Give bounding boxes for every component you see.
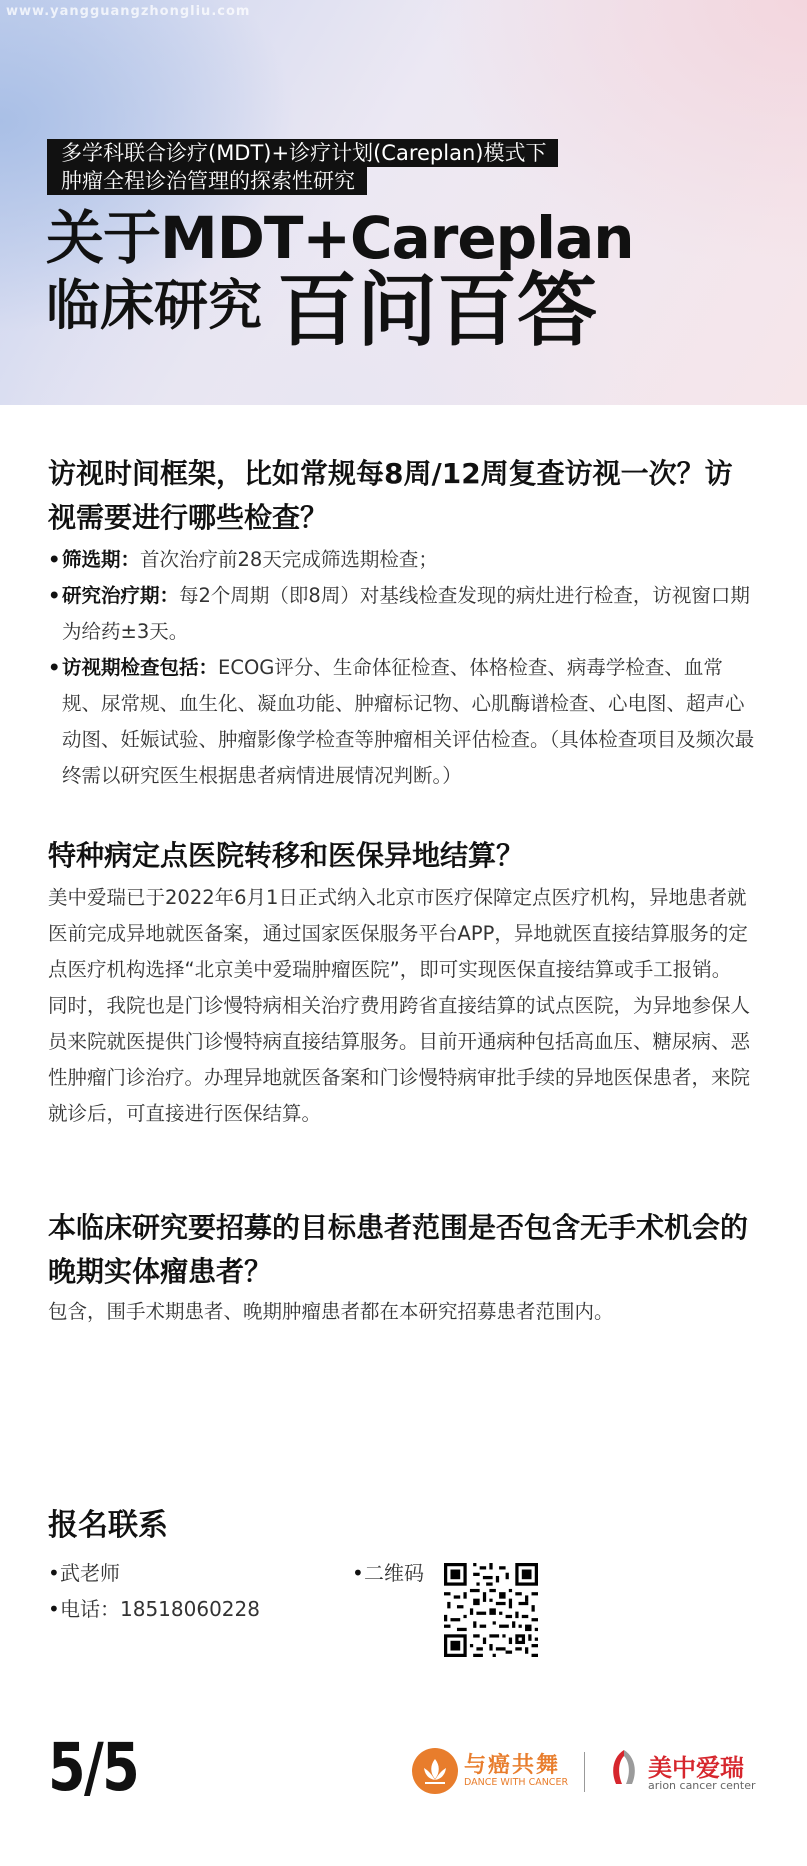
section-target-patients: [48, 1206, 760, 1330]
list-item: [48, 578, 760, 650]
arion-logo-icon: [604, 1746, 644, 1790]
answer-paragraph: 包含，围手术期患者、晚期肿瘤患者都在本研究招募患者范围内。: [48, 1300, 614, 1323]
lotus-logo-icon: [412, 1748, 458, 1794]
qr-label: • 二维码: [352, 1558, 424, 1588]
bullet-label: 访视期检查包括：: [62, 656, 219, 679]
page-title-line-2b: 百问百答: [277, 264, 597, 357]
bullet-text: ECOG评分、生命体征检查、体格检查、病毒学检查、血常规、尿常规、血生化、凝血功能、肿瘤标记物、心肌酶谱检查、心电图、超声心动图、妊娠试验、肿瘤影像学检查等肿瘤相关评估检查。（具体检查项目及频次最终需以研究医生根据患者病情进展情况判断。）: [62, 656, 755, 787]
section-visit-schedule: [48, 452, 760, 794]
logo1-subtitle: DANCE WITH CANCER: [464, 1777, 569, 1788]
page-number: 5/5: [48, 1729, 139, 1806]
bullet-text: 首次治疗前28天完成筛选期检查；: [140, 548, 438, 571]
question-heading: 访视时间框架，比如常规每8周/12周复查访视一次？访视需要进行哪些检查？: [48, 457, 733, 534]
section-insurance-settlement: [48, 834, 760, 1132]
watermark: www.yangguangzhongliu.com: [6, 4, 251, 19]
hero-banner: [0, 0, 807, 405]
question-heading: 特种病定点医院转移和医保异地结算？: [48, 839, 525, 872]
contact-phone[interactable]: • 电话：18518060228: [48, 1594, 260, 1624]
kicker-line-1: 多学科联合诊疗(MDT)+诊疗计划(Careplan)模式下: [47, 139, 558, 167]
logo1-title: 与癌共舞: [464, 1753, 561, 1778]
page-title-line-2a: 临床研究: [46, 274, 262, 337]
kicker-line-2: 肿瘤全程诊治管理的探索性研究: [47, 167, 367, 195]
logo-divider: [584, 1752, 585, 1792]
list-item: [48, 542, 760, 578]
contact-title: 报名联系: [48, 1508, 168, 1543]
contact-teacher: • 武老师: [48, 1558, 120, 1588]
qr-code[interactable]: [444, 1563, 538, 1657]
bullet-label: 研究治疗期：: [62, 584, 180, 607]
bullet-text: 每2个周期（即8周）对基线检查发现的病灶进行检查，访视窗口期为给药±3天。: [62, 584, 750, 643]
logo2-title: 美中爱瑞: [648, 1754, 744, 1782]
question-heading: 本临床研究要招募的目标患者范围是否包含无手术机会的晚期实体瘤患者？: [48, 1211, 749, 1288]
answer-paragraph: 同时，我院也是门诊慢特病相关治疗费用跨省直接结算的试点医院，为异地参保人员来院就医提供门诊慢特病直接结算服务。目前开通病种包括高血压、糖尿病、恶性肿瘤门诊治疗。办理异地就医备案和门诊慢特病审批手续的异地医保患者，来院就诊后，可直接进行医保结算。: [48, 994, 751, 1125]
page-title-line-1: 关于MDT+Careplan: [46, 204, 634, 272]
logo2-subtitle: arion cancer center: [648, 1779, 756, 1792]
bullet-label: 筛选期：: [62, 548, 141, 571]
answer-paragraph: 美中爱瑞已于2022年6月1日正式纳入北京市医疗保障定点医疗机构，异地患者就医前完成异地就医备案，通过国家医保服务平台APP，异地就医直接结算服务的定点医疗机构选择“北京美中爱瑞肿瘤医院”，即可实现医保直接结算或手工报销。: [48, 886, 748, 981]
list-item: [48, 650, 760, 794]
